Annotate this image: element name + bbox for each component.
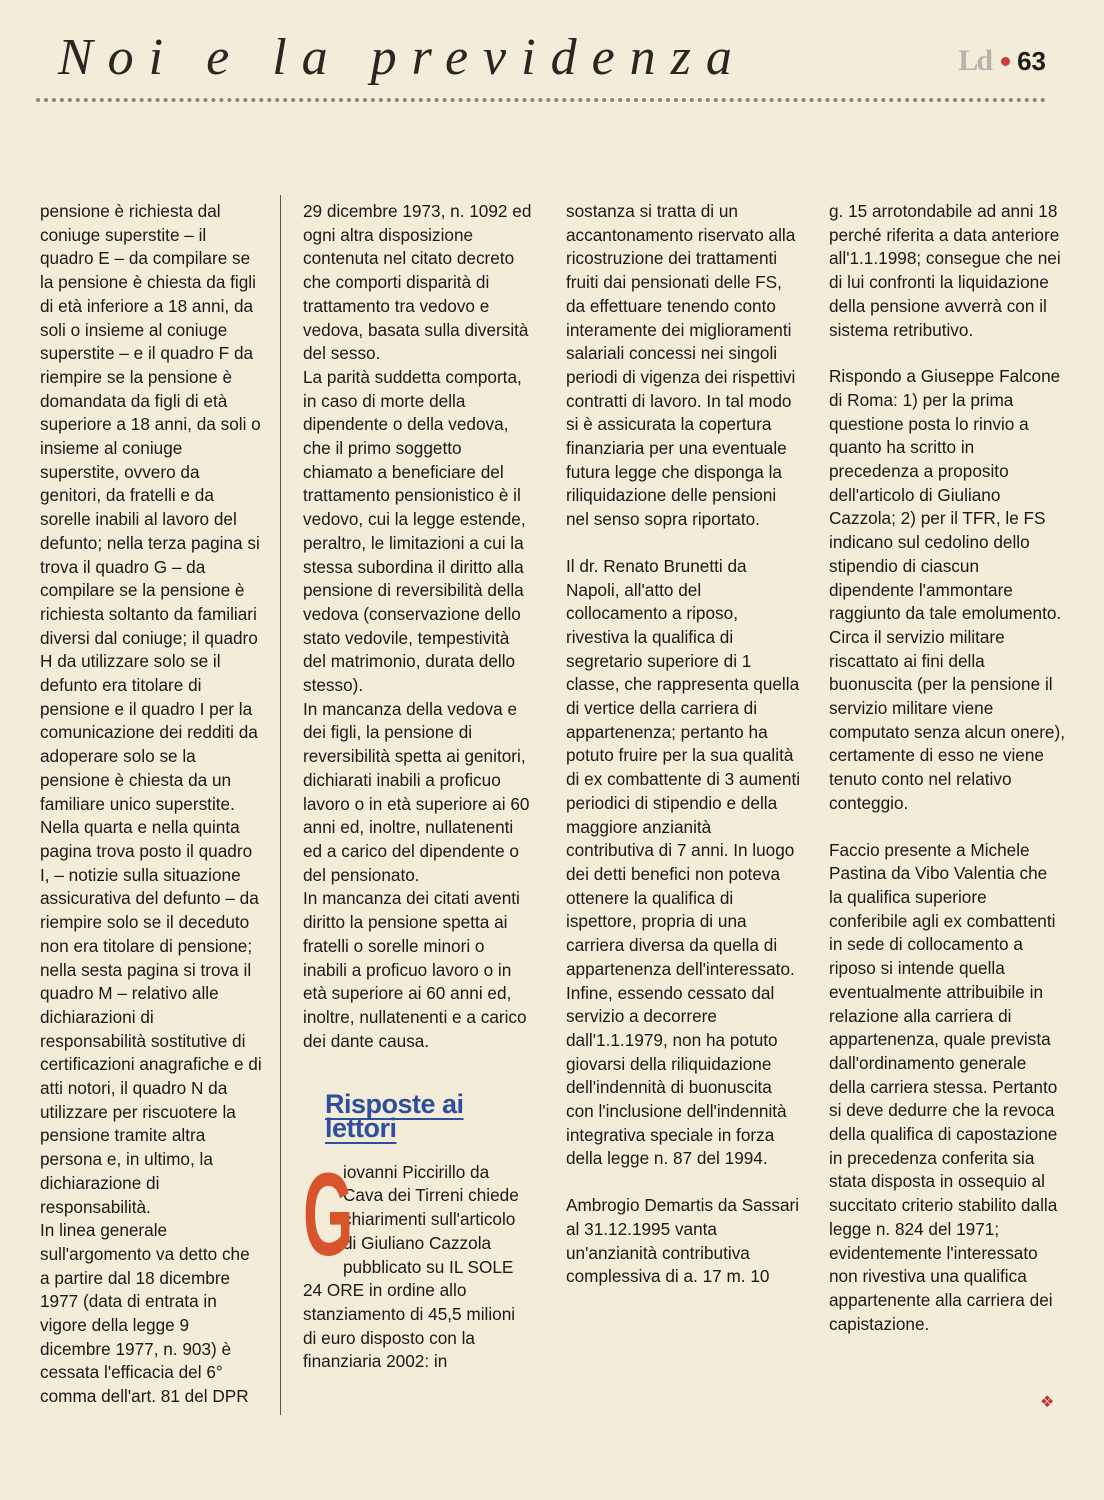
paragraph: sostanza si tratta di un accantonamento riservato alla ricostruzione dei trattamenti fruiti dai pensionati delle FS, da effettuare tenendo conto interamente dei miglioramenti salariali concessi nei singoli periodi di vigenza dei rispettivi contratti di lavoro. In tal modo si è assicurata la copertura finanziaria per una eventuale futura legge che disponga la riliquidazione delle pensioni nel senso sopra riportato. [566, 201, 796, 530]
text-column-4 [829, 200, 1065, 1336]
paragraph: pensione è richiesta dal coniuge superstite – il quadro E – da compilare se la pensione è chiesta da figli di età inferiore a 18 anni, da soli o insieme al coniuge superstite – e il quadro F da riempire se la pensione è domandata da figli di età superiore a 18 anni, da soli o insieme al coniuge superstite, ovvero da genitori, da fratelli e da sorelle inabili al lavoro del defunto; nella terza pagina si trova il quadro G – da compilare se la pensione è richiesta soltanto da familiari diversi dal coniuge; il quadro H da utilizzare solo se il defunto era titolare di pensione e il quadro I per la comunicazione dei redditi da adoperare solo se la pensione è chiesta da un familiare unico superstite. [40, 201, 261, 814]
paragraph: La parità suddetta comporta, in caso di morte della dipendente o della vedova, che il primo soggetto chiamato a beneficiare del trattamento pensionistico è il vedovo, cui la legge estende, peraltro, le limitazioni a cui la stessa subordina il diritto alla pensione di reversibilità della vedova (conservazione dello stato vedovile, tempestività del matrimonio, durata dello stesso). [303, 366, 526, 696]
paragraph: Rispondo a Giuseppe Falcone di Roma: 1) per la prima questione posta lo rinvio a quanto ha scritto in precedenza a proposito dell'articolo di Giuliano Cazzola; 2) per il TFR, le FS indicano sul cedolino dello stipendio di ciascun dipendente l'ammontare raggiunto da tale emolumento. Circa il servizio militare riscattato ai fini della buonuscita (per la pensione il servizio militare viene computato senza alcun onere), certamente di esso ne viene tenuto conto nel relativo conteggio. [829, 366, 1065, 813]
paragraph: Ambrogio Demartis da Sassari al 31.12.1995 vanta un'anzianità contributiva complessiva di a. 17 m. 10 [566, 1195, 800, 1287]
magazine-logo: Ld [958, 44, 992, 77]
paragraph: 29 dicembre 1973, n. 1092 ed ogni altra disposizione contenuta nel citato decreto che comporti disparità di trattamento tra vedovo e vedova, basata sulla diversità del sesso. [303, 201, 532, 364]
paragraph: Nella quarta e nella quinta pagina trova posto il quadro I, – notizie sulla situazione assicurativa del defunto – da riempire solo se il deceduto non era titolare di pensione; nella sesta pagina si trova il quadro M – relativo alle dichiarazioni di responsabilità sostitutive di certificazioni anagrafiche e di atti notori, il quadro N da utilizzare per riscuotere la pensione tramite altra persona e, in ultimo, la dichiarazione di responsabilità. [40, 817, 262, 1217]
bullet-dot-icon [1001, 57, 1010, 66]
dotted-divider [36, 98, 1046, 102]
paragraph: In linea generale sull'argomento va detto che a partire dal 18 dicembre 1977 (data di entrata in vigore della legge 9 dicembre 1977, n. 903) è cessata l'efficacia del 6° comma dell'art. 81 del DPR [40, 1220, 250, 1407]
drop-cap: G [303, 1148, 354, 1281]
section-header-title: Noi e la previdenza [58, 29, 747, 86]
page-number: 63 [1017, 45, 1046, 76]
text-column-2 [303, 200, 533, 1374]
paragraph: In mancanza dei citati aventi diritto la pensione spetta ai fratelli o sorelle minori o inabili a proficuo lavoro o in età superiore ai 60 anni ed, inoltre, nullatenenti e a carico dei dante causa. [303, 888, 527, 1051]
paragraph: g. 15 arrotondabile ad anni 18 perché riferita a data anteriore all'1.1.1998; consegue che nei di lui confronti la liquidazione della pensione avverrà con il sistema retributivo. [829, 201, 1061, 340]
readers-replies-heading: Risposte ai lettori [325, 1089, 464, 1144]
end-of-article-icon: ❖ [1040, 1394, 1055, 1411]
letter-intro-text: iovanni Piccirillo da Cava dei Tirreni chiede chiarimenti sull'articolo di Giuliano Cazzola pubblicato su IL SOLE 24 ORE in ordine allo stanziamento di 45,5 milioni di euro disposto con la finanziaria 2002: in [303, 1161, 519, 1372]
text-column-3 [566, 200, 802, 1289]
letter-intro-paragraph [303, 1148, 533, 1374]
column-divider [280, 195, 281, 1415]
paragraph: In mancanza della vedova e dei figli, la pensione di reversibilità spetta ai genitori, dichiarati inabili a proficuo lavoro o in età superiore ai 60 anni ed, inoltre, nullatenenti ed a carico del dipendente o del pensionato. [303, 698, 530, 885]
text-column-1 [40, 200, 262, 1409]
paragraph: Il dr. Renato Brunetti da Napoli, all'atto del collocamento a riposo, rivestiva la qualifica di segretario superiore di 1 classe, che rappresenta quella di vertice della carriera di appartenenza; pertanto ha potuto fruire per la sua qualità di ex combattente di 3 aumenti periodici di stipendio e della maggiore anzianità contributiva di 7 anni. In luogo dei detti benefici non poteva ottenere la qualifica di ispettore, propria di una carriera diversa da quella di appartenenza dell'interessato. Infine, essendo cessato dal servizio a decorrere dall'1.1.1979, non ha potuto giovarsi della riliquidazione dell'indennità di buonuscita con l'inclusione dell'indennità integrativa speciale in forza della legge n. 87 del 1994. [566, 555, 801, 1169]
page-header-right [958, 44, 1046, 78]
paragraph: Faccio presente a Michele Pastina da Vibo Valentia che la qualifica superiore conferibile agli ex combattenti in sede di collocamento a riposo si intende quella eventualmente attribuibile in relazione alla carriera di appartenenza, quale prevista dall'ordinamento generale della carriera stessa. Pertanto si deve dedurre che la revoca della qualifica di capostazione in precedenza conferita sia stata disposta in ossequio al succitato criterio stabilito dalla legge n. 824 del 1971; evidentemente l'interessato non rivestiva una qualifica appartenente alla carriera dei capistazione. [829, 839, 1058, 1334]
